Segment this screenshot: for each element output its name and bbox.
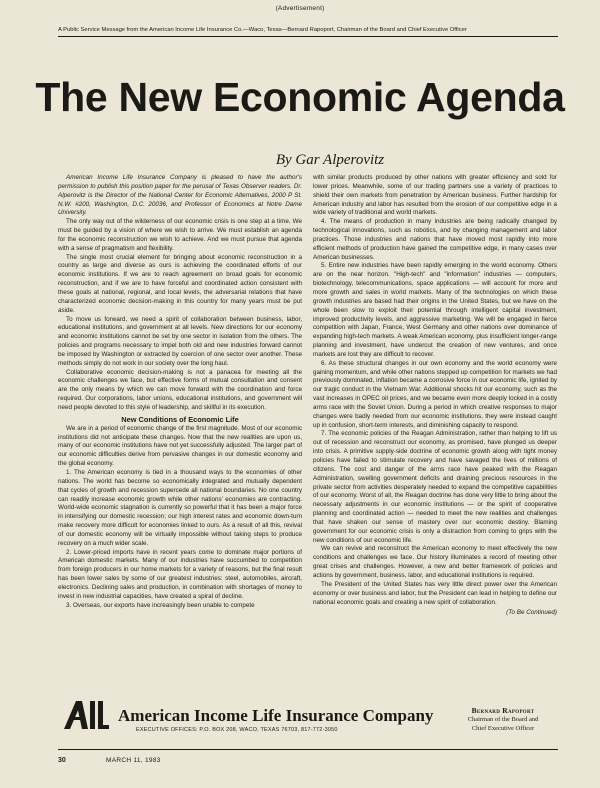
paragraph: with similar products produced by other nations with greater efficiency and sold for lower prices. Meanwhile, some of our trading partners use a variety of practices to shield their own markets from penetration by American business. Further hardship for American industry and labor has resulted from the erosion of our competitive edge in a wide variety of traditional and world markets. — [313, 174, 557, 217]
paragraph: 6. As these structural changes in our own economy and the world economy were gaining momentum, and while other nations stepped up competition for markets we had previously dominated, inflation became a corrosive force in our economic life, ignited by our tragic conduct in the Vietnam War. Additional shocks hit our economy, such as the vast increases in OPEC oil prices, and we became even more deeply locked in a costly arms race with the Soviet Union. During a period in which creative responses to major changes were badly needed from our economic institutions, they were instead caught up in confusion, short-term interests, and diminishing capacity to respond. — [313, 359, 557, 429]
paragraph: 7. The economic policies of the Reagan Administration, rather than helping to lift us out of recession and reconstruct our economy, as promised, have plunged us deeper into crisis. A primitive supply-side doctrine of economic growth along with tight money policies have failed to stimulate recovery and have savaged the lives of millions of citizens. The cost and danger of the arms race have peaked with the Reagan Administration, swelling government deficits and draining precious resources in the private sector from activities desperately needed to expand the competitive capabilities of our economy. Worst of all, the Reagan doctrine has done very little to bring about the necessary adjustments in our economic institutions — or the spirit of cooperative planning and coordinated action — needed to meet the new realities and challenges that have shaken our sense of mastery over our economic destiny. Blaming government for our economic crisis is only a distraction from coming to grips with the new conditions of our economic life. — [313, 430, 557, 544]
paragraph: The single most crucial element for bringing about economic reconstruction in a country as large and diverse as ours is achieving the coordinated efforts of our economic institutions. If we are to reach agreement on broad goals for economic reconstruction, and if we are to have forceful and coordinated action consistent with these goals at national, regional, and local levels, the adversarial relations that have characterized economic decision-making in this country for many years must be put aside. — [58, 253, 302, 314]
right-column — [313, 174, 557, 746]
left-column — [58, 174, 302, 746]
signer-title: Chairman of the Board and — [467, 716, 539, 723]
top-divider — [58, 36, 558, 37]
paragraph: 3. Overseas, our exports have increasingly been unable to compete — [66, 601, 255, 609]
advertisement-label: (Advertisement) — [275, 5, 325, 12]
paragraph: 1. The American economy is tied in a thousand ways to the economies of other nations. The world has become so economically integrated and mutually dependent that cycles of growth and recession supercede all national boundaries. No one country can readily increase economic growth while other nations' economies are contracting. World-wide economic stagnation is currently so powerful that it has been a major force in intensifying our domestic recession; our high interest rates and economic down-turn make recovery more difficult for economies linked to ours. As a result of all this, revival of our domestic economy will be virtually impossible without taking steps to produce recovery on a much wider scale. — [58, 469, 302, 547]
paragraph: 2. Lower-priced imports have in recent years come to dominate major portions of American domestic markets. Many of our industries have succumbed to competition from foreign producers in our home markets for a variety of reasons, but the final result has been lower sales by some of our greatest industries: steel, automobiles, aircraft, electronics. Declining sales and production, in combination with shortages of money to invest in new industrial capacities, have created a spiral of decline. — [58, 548, 302, 600]
company-logo-icon — [62, 700, 110, 730]
company-name: American Income Life Insurance Company — [118, 706, 434, 725]
signer-name: Bernard Rapoport — [471, 706, 535, 715]
paragraph: Collaborative economic decision-making is not a panacea for meeting all the economic challenges we face, but effective forms of mutual consultation and consent are the only means by which we can move forward with the coordination and force required. Our corporations, labor unions, educational institutions, and government will need people devoted to this style of leadership, and skillful in its execution. — [58, 368, 302, 411]
intro-paragraph: American Income Life Insurance Company is pleased to have the author's permission to publish this position paper for the perusal of Texas Observer readers. Dr. Alperovitz is the Director of the National Center for Economic Alternatives, 2000 P St. N.W. #200, Washington, D.C. 20036, and Professor of Economics at Notre Dame University. — [58, 174, 302, 217]
paragraph: We are in a period of economic change of the first magnitude. Most of our economic institutions did not anticipate these changes. Now that the new realities are upon us, many of our economic institutions have not yet successfully adjusted. The larger part of our economic difficulties derive from pervasive changes in our domestic economy and the global economy. — [58, 424, 302, 468]
continued-note: (To Be Continued) — [506, 609, 557, 617]
section-heading: New Conditions of Economic Life — [121, 414, 239, 424]
paragraph: The only way out of the wilderness of our economic crisis is one step at a time. We must be guided by a vision of where we wish to arrive. We must establish an agenda for the economic reconstruction we wish to achieve. And we must pursue that agenda with a sense of pragmatism and flexibility. — [58, 218, 302, 252]
company-offices: EXECUTIVE OFFICES: P.O. BOX 208, WACO, TEXAS 76703, 817-772-3050 — [136, 727, 338, 733]
bottom-divider — [58, 749, 558, 750]
paragraph: The President of the United States has very little direct power over the American economy or over business and labor, but the President can lead in helping to define our national economic goals and creating a new spirit of collaboration. — [313, 580, 557, 606]
paragraph: We can revive and reconstruct the American economy to meet effectively the new conditions and challenges we face. Our history illuminates a record of meeting other great crises and challenges. However, a new and better framework of policies and actions by government, business, labor, and educational institutions is required. — [313, 545, 557, 579]
article-title: The New Economic Agenda — [35, 74, 565, 120]
paragraph: 4. The means of production in many industries are being radically changed by technological innovations, such as robotics, and by changing management and labor practices. Those industries and nations that have moved most rapidly into more efficient methods of production have gained the competitive edge, in many cases over American businesses. — [313, 218, 557, 261]
paragraph: To move us forward, we need a spirit of collaboration between business, labor, educational institutions, and government at all levels. New directions for our economy and economic institutions cannot be set by one sector in isolation from the others. The policies and programs necessary to impel both old and new industries forward cannot be imposed by Washington or extracted by coercion of one sector over another. These methods simply do not work in our society over the long haul. — [58, 315, 302, 367]
article-byline: By Gar Alperovitz — [275, 152, 385, 168]
issue-date: MARCH 11, 1983 — [106, 757, 161, 764]
signer-title: Chief Executive Officer — [471, 725, 535, 732]
logo-lettering: AIL — [86, 729, 88, 730]
page-number: 30 — [58, 757, 66, 764]
public-service-line: A Public Service Message from the American Income Life Insurance Co.—Waco, Texas—Bernard Rapoport, Chairman of the Board and Chief Executive Officer — [58, 27, 467, 33]
signer-block — [448, 706, 558, 733]
paragraph: 5. Entire new industries have been rapidly emerging in the world economy. Others are on the near horizon. "High-tech" and "information" industries — computers, biotechnology, telecommunications, space applications — will account for more and more growth and sales in world markets. Many of the technologies on which these growth industries are based had their origins in the United States, but we have on the whole been slow to exploit their potential through intelligent capital investment, improved productivity levels, and aggressive marketing. We will be engaged in fierce competition with Japan, France, West Germany and other nations over dominance of expanding high-tech markets. A weak American economy, plus insufficient longer-range planning and investment, have undercut the creation of new ventures, and once markets are lost they are difficult to recover. — [313, 262, 557, 358]
